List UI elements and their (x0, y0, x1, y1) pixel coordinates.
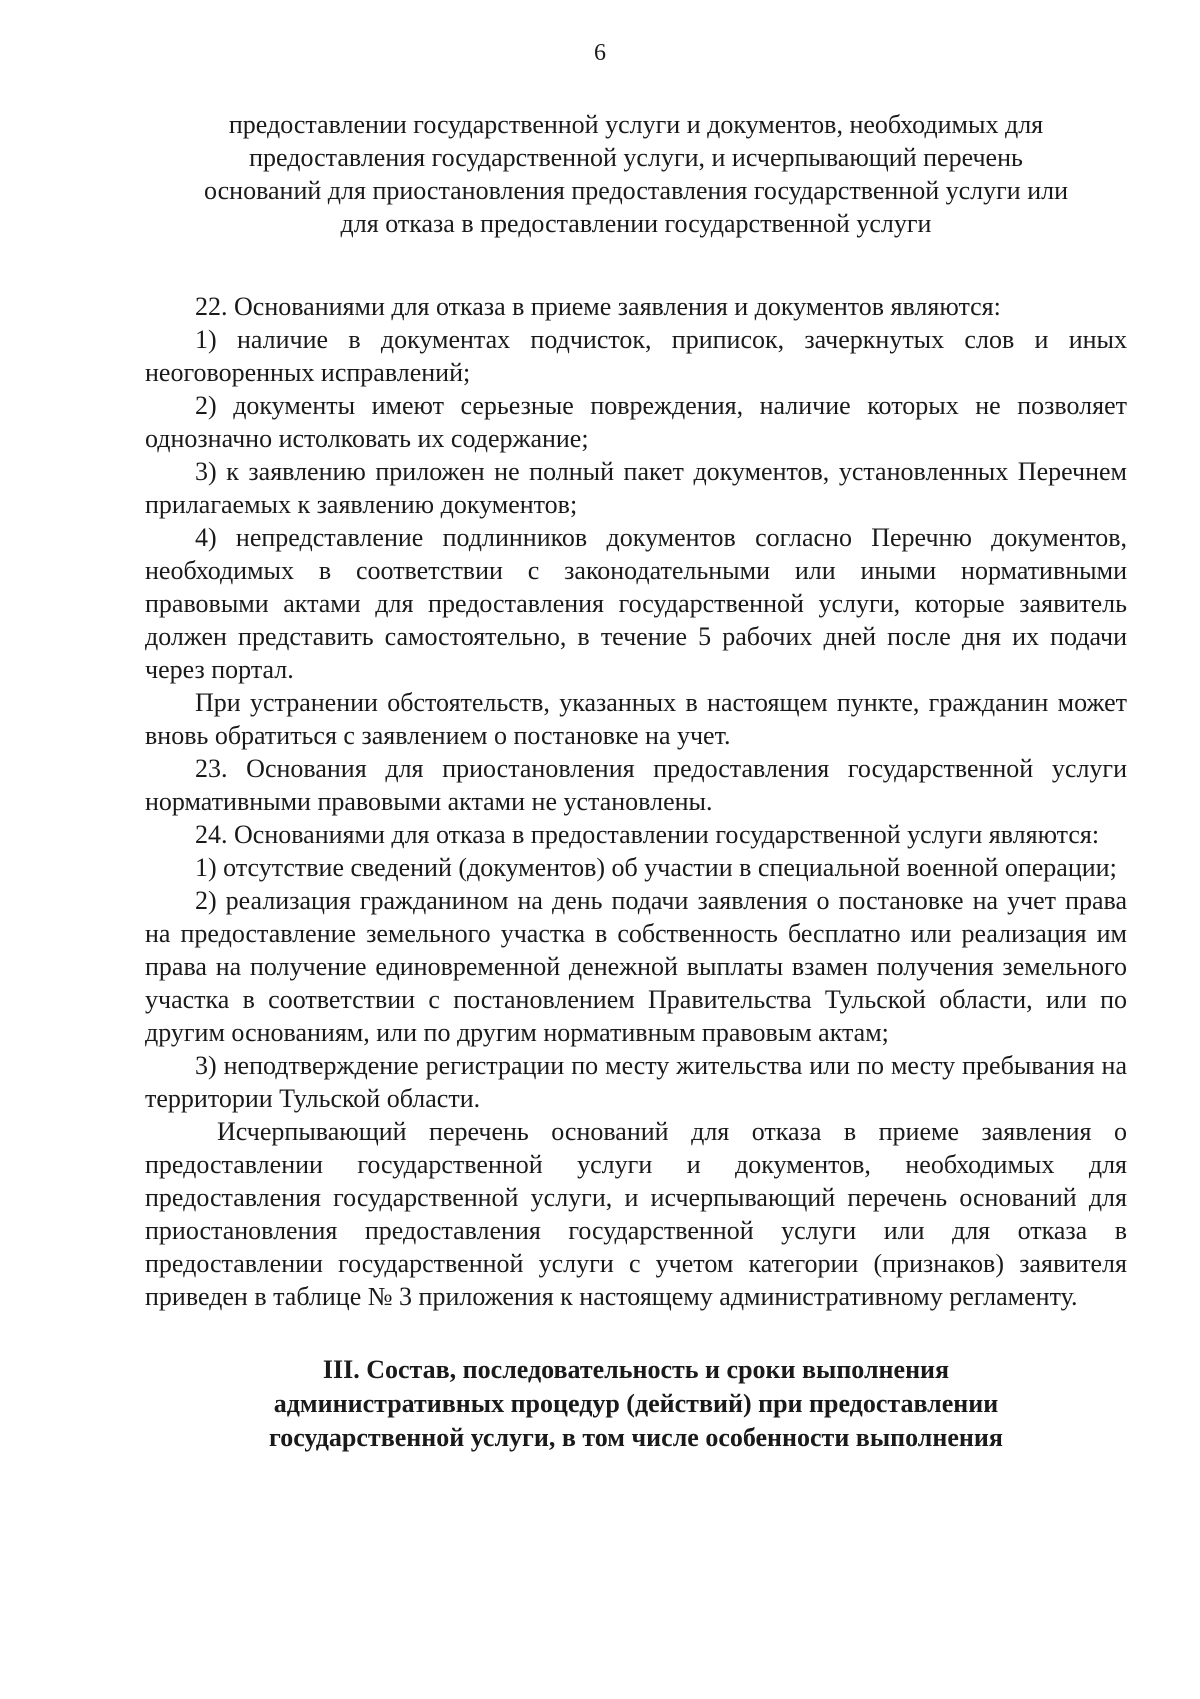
paragraph-22-item-4: 4) непредставление подлинников документов согласно Перечню документов, необходимых в соответствии с законодательными или иными нормативными правовыми актами для предоставления государственной услуги, которые заявитель должен представить самостоятельно, в течение 5 рабочих дней после дня их подачи через портал. (145, 523, 1127, 684)
paragraph-22-item-3: 3) к заявлению приложен не полный пакет документов, установленных Перечнем прилагаемых к заявлению документов; (145, 457, 1127, 519)
paragraph-22-item-2: 2) документы имеют серьезные повреждения, наличие которых не позволяет однозначно истолковать их содержание; (145, 391, 1127, 453)
paragraph-22-note: При устранении обстоятельств, указанных в настоящем пункте, гражданин может вновь обратиться с заявлением о постановке на учет. (145, 688, 1127, 750)
paragraph-24: 24. Основаниями для отказа в предоставлении государственной услуги являются: (195, 820, 1100, 849)
section-title (145, 1353, 1127, 1455)
heading-line: оснований для приостановления предоставления государственной услуги или (203, 176, 1069, 205)
paragraph-24-item-2: 2) реализация гражданином на день подачи заявления о постановке на учет права на предоставление земельного участка в собственность бесплатно или реализация им права на получение единовременной денежной выплаты взамен получения земельного участка в соответствии с постановлением Правительства Тульской области, или по другим основаниям, или по другим нормативным правовым актам; (145, 886, 1127, 1047)
paragraph-22: 22. Основаниями для отказа в приеме заявления и документов являются: (195, 292, 1001, 321)
section-title-line: административных процедур (действий) при предоставлении (273, 1389, 999, 1418)
paragraph-23: 23. Основания для приостановления предоставления государственной услуги нормативными правовыми актами не установлены. (145, 754, 1127, 816)
heading-line: предоставления государственной услуги, и исчерпывающий перечень (249, 143, 1023, 172)
paragraph-summary: Исчерпывающий перечень оснований для отказа в приеме заявления о предоставлении государственной услуги и документов, необходимых для предоставления государственной услуги, и исчерпывающий перечень оснований для приостановления предоставления государственной услуги или для отказа в предоставлении государственной услуги с учетом категории (признаков) заявителя приведен в таблице № 3 приложения к настоящему административному регламенту. (145, 1117, 1127, 1311)
heading-line: предоставлении государственной услуги и документов, необходимых для (228, 110, 1044, 139)
paragraph-22-item-1: 1) наличие в документах подчисток, приписок, зачеркнутых слов и иных неоговоренных исправлений; (145, 325, 1127, 387)
page-number: 6 (594, 40, 606, 66)
paragraph-24-item-3: 3) неподтверждение регистрации по месту жительства или по месту пребывания на территории Тульской области. (145, 1051, 1127, 1113)
subsection-heading (145, 108, 1127, 240)
heading-line: для отказа в предоставлении государственной услуги (340, 209, 932, 238)
paragraph-24-item-1: 1) отсутствие сведений (документов) об участии в специальной военной операции; (195, 853, 1117, 882)
section-title-line: III. Состав, последовательность и сроки выполнения (322, 1355, 950, 1384)
document-body (145, 108, 1127, 1455)
section-title-line: государственной услуги, в том числе особенности выполнения (269, 1423, 1003, 1452)
paragraph-list (145, 290, 1127, 1313)
